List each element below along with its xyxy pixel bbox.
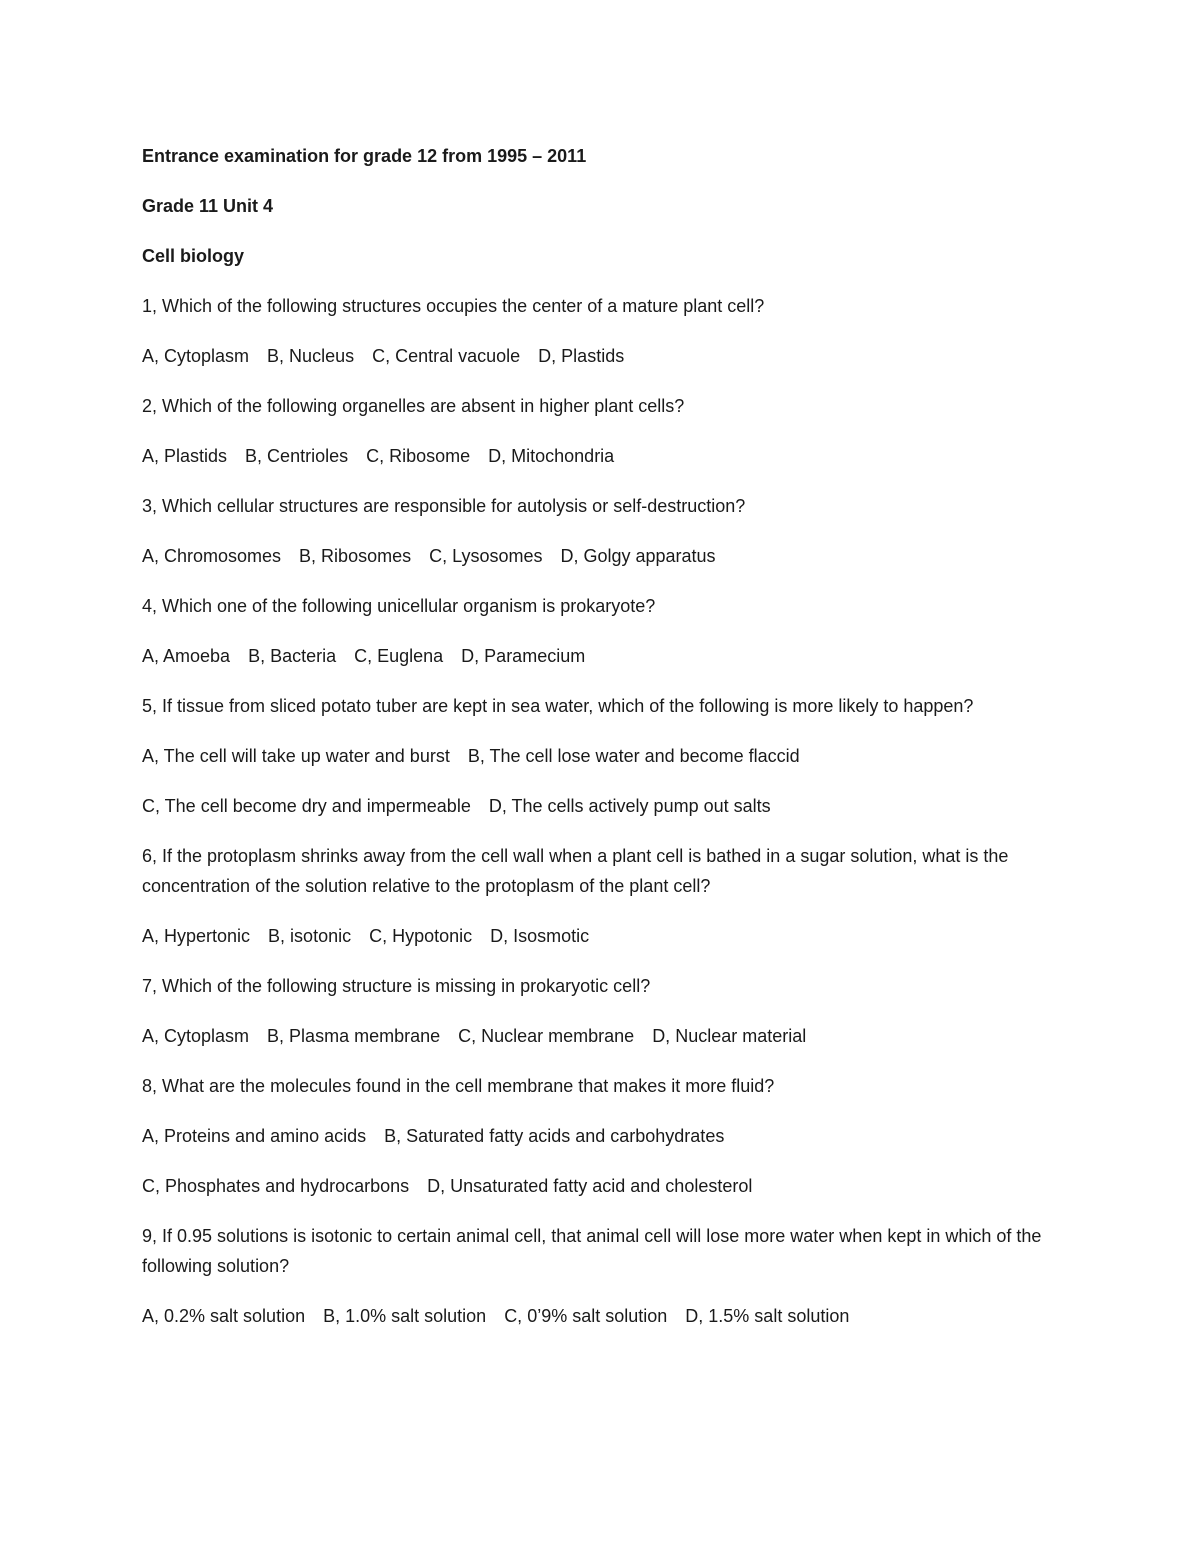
question-text: 7, Which of the following structure is missing in prokaryotic cell? bbox=[142, 976, 651, 996]
answer-options-row bbox=[142, 1301, 1062, 1331]
answer-option: D, Isosmotic bbox=[490, 926, 590, 946]
question-text: 6, If the protoplasm shrinks away from the cell wall when a plant cell is bathed in a sugar solution, what is the concentration of the solution relative to the protoplasm of the plant cell? bbox=[142, 846, 1009, 896]
answer-option: B, isotonic bbox=[268, 926, 352, 946]
question-text: 5, If tissue from sliced potato tuber are kept in sea water, which of the following is more likely to happen? bbox=[142, 696, 974, 716]
answer-option: D, Golgy apparatus bbox=[560, 546, 716, 566]
answer-option: B, Saturated fatty acids and carbohydrates bbox=[384, 1126, 725, 1146]
answer-option: D, Unsaturated fatty acid and cholesterol bbox=[427, 1176, 753, 1196]
question-text: 4, Which one of the following unicellular organism is prokaryote? bbox=[142, 596, 656, 616]
answer-option: A, Hypertonic bbox=[142, 926, 251, 946]
answer-option: C, Ribosome bbox=[366, 446, 471, 466]
answer-option: B, 1.0% salt solution bbox=[323, 1306, 487, 1326]
answer-options-row bbox=[142, 641, 1062, 671]
answer-option: A, Proteins and amino acids bbox=[142, 1126, 367, 1146]
question-text: 2, Which of the following organelles are absent in higher plant cells? bbox=[142, 396, 685, 416]
question-text: 9, If 0.95 solutions is isotonic to certain animal cell, that animal cell will lose more water when kept in which of the following solution? bbox=[142, 1226, 1042, 1276]
answer-option: B, Centrioles bbox=[245, 446, 349, 466]
answer-option: D, Paramecium bbox=[461, 646, 586, 666]
answer-option: B, Nucleus bbox=[267, 346, 355, 366]
answer-options-row bbox=[142, 921, 1062, 951]
question-text: 3, Which cellular structures are responsible for autolysis or self-destruction? bbox=[142, 496, 746, 516]
answer-option: D, Nuclear material bbox=[652, 1026, 807, 1046]
answer-options-row bbox=[142, 1021, 1062, 1051]
answer-option: A, Cytoplasm bbox=[142, 346, 250, 366]
answer-option: A, Plastids bbox=[142, 446, 228, 466]
answer-option: C, 0’9% salt solution bbox=[504, 1306, 668, 1326]
question-text: 8, What are the molecules found in the cell membrane that makes it more fluid? bbox=[142, 1076, 775, 1096]
answer-option: B, The cell lose water and become flaccid bbox=[467, 746, 800, 766]
answer-option: A, 0.2% salt solution bbox=[142, 1306, 306, 1326]
document-subtitle: Grade 11 Unit 4 bbox=[142, 196, 274, 216]
answer-options-row bbox=[142, 791, 1062, 821]
answer-options-row bbox=[142, 541, 1062, 571]
answer-option: B, Bacteria bbox=[248, 646, 337, 666]
answer-option: C, Phosphates and hydrocarbons bbox=[142, 1176, 410, 1196]
answer-option: D, Plastids bbox=[538, 346, 625, 366]
answer-option: C, Nuclear membrane bbox=[458, 1026, 635, 1046]
document-content bbox=[142, 141, 1062, 1351]
answer-option: D, Mitochondria bbox=[488, 446, 615, 466]
answer-options-row bbox=[142, 341, 1062, 371]
answer-option: D, The cells actively pump out salts bbox=[488, 796, 771, 816]
answer-option: A, Cytoplasm bbox=[142, 1026, 250, 1046]
answer-option: B, Plasma membrane bbox=[267, 1026, 441, 1046]
answer-option: C, Central vacuole bbox=[372, 346, 521, 366]
question-list bbox=[142, 291, 1062, 1331]
answer-option: D, 1.5% salt solution bbox=[685, 1306, 850, 1326]
answer-option: C, Lysosomes bbox=[429, 546, 543, 566]
answer-options-row bbox=[142, 1171, 1062, 1201]
answer-option: B, Ribosomes bbox=[299, 546, 412, 566]
question-text: 1, Which of the following structures occupies the center of a mature plant cell? bbox=[142, 296, 765, 316]
answer-option: C, The cell become dry and impermeable bbox=[142, 796, 471, 816]
answer-option: A, Amoeba bbox=[142, 646, 231, 666]
document-title: Entrance examination for grade 12 from 1995 – 2011 bbox=[142, 146, 587, 166]
answer-option: A, The cell will take up water and burst bbox=[142, 746, 450, 766]
answer-options-row bbox=[142, 441, 1062, 471]
answer-option: C, Euglena bbox=[354, 646, 444, 666]
answer-options-row bbox=[142, 741, 1062, 771]
section-heading: Cell biology bbox=[142, 246, 245, 266]
answer-options-row bbox=[142, 1121, 1062, 1151]
answer-option: C, Hypotonic bbox=[369, 926, 473, 946]
answer-option: A, Chromosomes bbox=[142, 546, 282, 566]
